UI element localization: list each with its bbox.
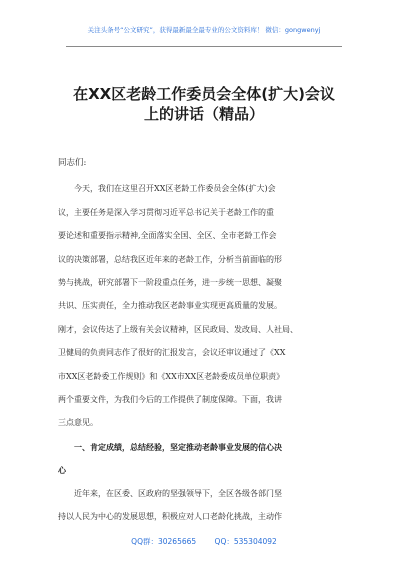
body-line: 势与挑战，研究部署下一阶段重点任务，进一步统一思想、凝聚: [58, 278, 282, 287]
salutation: 同志们:: [58, 158, 87, 168]
body-line: 近年来，在区委、区政府的坚强领导下，全区各级各部门坚: [74, 489, 282, 498]
body-line: 要论述和重要指示精神,全面落实全国、全区、全市老龄工作会: [58, 231, 277, 240]
body-line: 卫健局的负责同志作了很好的汇报发言，会议还审议通过了《XX: [58, 348, 286, 357]
body-line: 议的决策部署，总结我区近年来的老龄工作，分析当前面临的形: [58, 255, 282, 264]
page-title: [0, 84, 408, 124]
section-heading-line-1: 一、肯定成绩，总结经验，坚定推动老龄事业发展的信心决: [74, 442, 282, 452]
body-line: 共识、压实责任，全力推动我区老龄事业实现更高质量的发展。: [58, 301, 282, 310]
body-line: 市XX区老龄委工作规则》和《XX市XX区老龄委成员单位职责》: [58, 372, 285, 381]
body-line: 议，主要任务是深入学习贯彻习近平总书记关于老龄工作的重: [58, 208, 274, 217]
title-line-2: 上的讲话（精品）: [143, 105, 264, 123]
footer-qq-group: QQ群：30265665: [131, 537, 197, 546]
body-line: 两个重要文件，为我们今后的工作提供了制度保障。下面，我讲: [58, 395, 282, 404]
footer-contact: [0, 536, 408, 547]
body-line: 刚才，会议传达了上级有关会议精神，区民政局、发改局、人社局、: [58, 325, 298, 334]
section-heading-line-2: 心: [58, 465, 66, 475]
body-line: 三点意见。: [58, 418, 98, 427]
header-divider: [66, 46, 342, 47]
body-line: 持以人民为中心的发展思想，积极应对人口老龄化挑战，主动作: [58, 512, 282, 521]
header-banner: 关注头条号“公文研究”，获得最新最全最专业的公文资料库！ 微信：gongwenyj: [87, 26, 321, 34]
footer-qq: QQ：535304092: [214, 537, 277, 546]
body-line: 今天，我们在这里召开XX区老龄工作委员会全体(扩大)会: [74, 184, 276, 193]
title-line-1: 在XX区老龄工作委员会全体(扩大)会议: [73, 85, 335, 103]
